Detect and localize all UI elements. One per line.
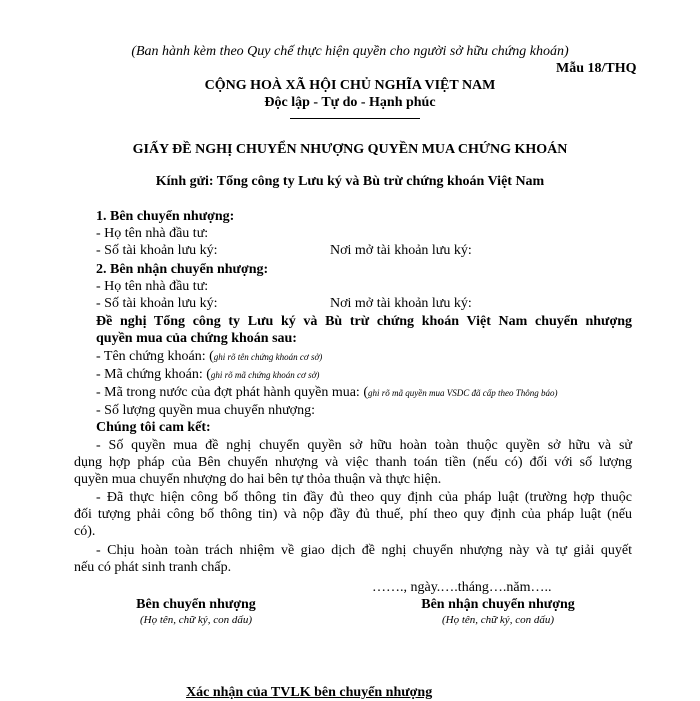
nation-name: CỘNG HOÀ XÃ HỘI CHỦ NGHĨA VIỆT NAM [204, 78, 496, 93]
commitment-heading: Chúng tôi cam kết: [96, 420, 211, 435]
motto-underline [290, 118, 420, 119]
recipient: Kính gửi: Tổng công ty Lưu ký và Bù trừ chứng khoán Việt Nam [155, 174, 545, 189]
issue-code-label: - Mã trong nước của đợt phát hành quyền mua: ( [96, 385, 368, 400]
date-line: ……., ngày.….tháng….năm….. [372, 580, 552, 595]
commitment-p2-line3: có). [74, 524, 96, 539]
transferor-account-label: - Số tài khoản lưu ký: [96, 243, 218, 258]
transferee-name-label: - Họ tên nhà đầu tư: [96, 279, 209, 294]
transferor-heading: 1. Bên chuyển nhượng: [96, 209, 235, 224]
commitment-p3-line1: - Chịu hoàn toàn trách nhiệm về giao dịch đề nghị chuyển nhượng này và tự giải quyết [96, 543, 632, 558]
issue-code-note: ghi rõ mã quyền mua VSDC đã cấp theo Thông báo) [368, 388, 558, 398]
stock-name-row [96, 349, 322, 365]
transferor-signature-note: (Họ tên, chữ ký, con dấu) [140, 614, 252, 626]
commitment-p3-line2: nếu có phát sinh tranh chấp. [74, 560, 232, 575]
quantity-label: - Số lượng quyền mua chuyển nhượng: [96, 403, 315, 418]
document-title: GIẤY ĐỀ NGHỊ CHUYỂN NHƯỢNG QUYỀN MUA CHỨNG KHOÁN [132, 142, 568, 157]
commitment-p2-line1: - Đã thực hiện công bố thông tin đầy đủ theo quy định của pháp luật (trường hợp thuộc [96, 490, 632, 505]
stock-name-label: - Tên chứng khoán: ( [96, 349, 214, 364]
motto: Độc lập - Tự do - Hạnh phúc [264, 95, 436, 110]
transferor-place-label: Nơi mở tài khoản lưu ký: [330, 243, 472, 258]
depository-member-confirmation: Xác nhận của TVLK bên chuyển nhượng [186, 685, 433, 700]
commitment-p1-line2: dụng hợp pháp của Bên chuyển nhượng và việc thanh toán tiền (nếu có) đối với số lượng [74, 455, 632, 470]
request-line-2: quyền mua của chứng khoán sau: [96, 331, 297, 346]
stock-code-label: - Mã chứng khoán: ( [96, 367, 211, 382]
transferor-name-label: - Họ tên nhà đầu tư: [96, 226, 209, 241]
transferee-heading: 2. Bên nhận chuyển nhượng: [96, 262, 269, 277]
form-code: Mẫu 18/THQ [556, 61, 637, 76]
issue-code-row [96, 385, 557, 401]
transferee-account-label: - Số tài khoản lưu ký: [96, 296, 218, 311]
request-line-1: Đề nghị Tổng công ty Lưu ký và Bù trừ chứng khoán Việt Nam chuyển nhượng [96, 314, 632, 329]
issued-note: (Ban hành kèm theo Quy chế thực hiện quyền cho người sở hữu chứng khoán) [131, 44, 569, 59]
commitment-p1-line3: quyền mua chuyển nhượng do hai bên tự thỏa thuận và thực hiện. [74, 472, 442, 487]
transferee-place-label: Nơi mở tài khoản lưu ký: [330, 296, 472, 311]
commitment-p1-line1: - Số quyền mua đề nghị chuyển quyền sở hữu hoàn toàn thuộc quyền sở hữu và sử [96, 438, 632, 453]
transferor-signature-title: Bên chuyển nhượng [136, 597, 256, 612]
commitment-p2-line2: đối tượng phải công bố thông tin) và nộp đầy đủ thuế, phí theo quy định của pháp luật (nếu [74, 507, 632, 522]
stock-code-note: ghi rõ mã chứng khoán cơ sở) [210, 370, 320, 380]
transferee-signature-title: Bên nhận chuyển nhượng [421, 597, 575, 612]
stock-name-note: ghi rõ tên chứng khoán cơ sở) [213, 352, 323, 362]
stock-code-row [96, 367, 319, 383]
transferee-signature-note: (Họ tên, chữ ký, con dấu) [442, 614, 554, 626]
